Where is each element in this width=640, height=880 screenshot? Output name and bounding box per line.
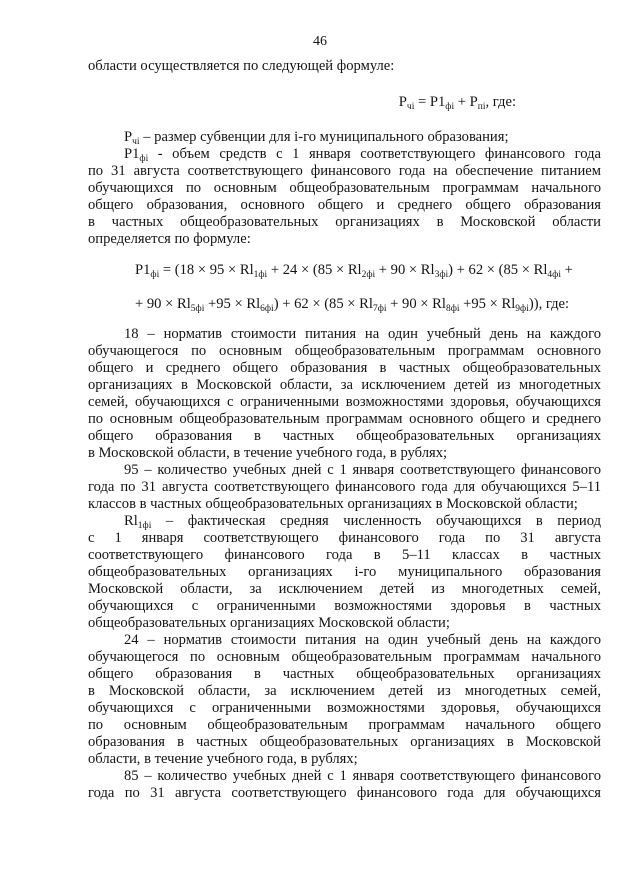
para-18-line: семей, обучающихся с ограниченными возможностями здоровья, обучающихся — [88, 394, 601, 410]
para-24-line: общего образования в частных общеобразовательных организациях — [88, 666, 601, 682]
formula-text: P1 — [135, 262, 151, 278]
para-18-last-line: в Московской области, в течение учебного года, в рублях; — [88, 445, 448, 461]
definition-rl1-line: Московской области, за исключением детей из многодетных семей, — [88, 581, 601, 597]
formula-text: Rl — [124, 513, 138, 529]
formula-text: + 90 × Rl — [375, 262, 435, 278]
formula-p1-line-2 — [135, 296, 601, 313]
para-24-line: 24 – норматив стоимости питания на один учебный день на каждого — [124, 632, 601, 648]
para-18-line: общего образования в частных общеобразовательных организациях — [88, 428, 601, 444]
para-18-line: организациях в Московской области, за исключением детей из многодетных — [88, 377, 601, 393]
para-85-line: года по 31 августа соответствующего финансового года для обучающихся — [88, 785, 601, 801]
para-24-line: обучающихся с ограниченными возможностями здоровья, обучающихся — [88, 700, 601, 716]
formula-subscript: 5фi — [190, 304, 205, 314]
formula-subscript: 7фi — [372, 304, 387, 314]
para-24-line: образования в частных общеобразовательных организациях в Московской — [88, 734, 601, 750]
definition-rl1-line: общеобразовательных организациях i-го муниципального образования — [88, 564, 601, 580]
formula-text: +95 × Rl — [459, 296, 516, 312]
para-18-line: обучающегося по основным общеобразовательным программам основного — [88, 343, 601, 359]
formula-text: = (18 × 95 × Rl — [159, 262, 254, 278]
definition-rl1-line: обучающихся с ограниченными возможностями здоровья в частных — [88, 598, 601, 614]
formula-subscript: 1фi — [137, 521, 152, 531]
formula-subscript: 1фi — [253, 270, 268, 280]
intro-line: области осуществляется по следующей формуле: — [88, 58, 395, 74]
formula-text: )), где: — [528, 296, 570, 312]
formula-subscript: 6фi — [260, 304, 274, 314]
formula-subscript: 3фi — [434, 270, 449, 280]
para-18-line: по основным общеобразовательным программам основного общего и среднего — [88, 411, 601, 427]
definition-p1-line: по 31 августа соответствующего финансового года на обеспечение питанием — [88, 163, 601, 179]
page-number: 46 — [313, 34, 327, 49]
formula-text: + — [560, 262, 573, 278]
definition-rl1-line: соответствующего финансового года в 5–11 классах в частных — [88, 547, 601, 563]
formula-main: $P_{чi} = P1_{фi} + P_{пi}$, где: — [398, 94, 516, 112]
para-95-line: года по 31 августа соответствующего финансового года для обучающихся 5–11 — [88, 479, 601, 495]
definition-rl1-last-line: общеобразовательных организациях Московской области; — [88, 615, 450, 631]
formula-subscript: 9фi — [515, 304, 529, 314]
para-18-line: 18 – норматив стоимости питания на один учебный день на каждого — [124, 326, 601, 342]
formula-text: – фактическая средняя численность обучающихся в период — [151, 513, 601, 529]
definition-p1-line: в частных общеобразовательных организациях в Московской области — [88, 214, 601, 230]
para-18-line: общего и среднего общего образования в частных общеобразовательных — [88, 360, 601, 376]
para-24-line: в Московской области, за исключением детей из многодетных семей, — [88, 683, 601, 699]
formula-subscript: 4фi — [547, 270, 561, 280]
definition-p1-last-line: определяется по формуле: — [88, 231, 251, 247]
para-24-last-line: области, в течение учебного года, в рублях; — [88, 751, 358, 767]
formula-text: ) + 62 × (85 × Rl — [448, 262, 548, 278]
formula-subscript: 8фi — [445, 304, 460, 314]
para-24-line: по основным общеобразовательным программам начального общего — [88, 717, 601, 733]
definition-pchi: $P_{чi}$ – размер субвенции для i-го муниципального образования; — [124, 129, 509, 147]
para-95-last-line: классов в частных общеобразовательных организациях в Московской области; — [88, 496, 578, 512]
definition-rl1-line: с 1 января соответствующего финансового года по 31 августа — [88, 530, 601, 546]
formula-subscript: фi — [150, 270, 160, 280]
formula-text: + 90 × Rl — [135, 296, 191, 312]
definition-p1-first-line: $P1_{фi}$ - объем средств с 1 января соответствующего финансового года — [124, 146, 601, 164]
para-95-line: 95 – количество учебных дней с 1 января соответствующего финансового — [124, 462, 601, 478]
formula-text: + 24 × (85 × Rl — [267, 262, 362, 278]
formula-text: ) + 62 × (85 × Rl — [273, 296, 373, 312]
formula-p1-line-1 — [135, 262, 601, 279]
para-24-line: обучающегося по основным общеобразовательным программам начального — [88, 649, 601, 665]
para-85-line: 85 – количество учебных дней с 1 января соответствующего финансового — [124, 768, 601, 784]
definition-p1-line: общего образования, основного общего и среднего общего образования — [88, 197, 601, 213]
formula-text: +95 × Rl — [204, 296, 261, 312]
definition-p1-line: обучающихся по основным общеобразовательным программам начального — [88, 180, 601, 196]
definition-rl1-first-line — [124, 513, 601, 530]
formula-subscript: 2фi — [361, 270, 376, 280]
formula-text: + 90 × Rl — [386, 296, 446, 312]
